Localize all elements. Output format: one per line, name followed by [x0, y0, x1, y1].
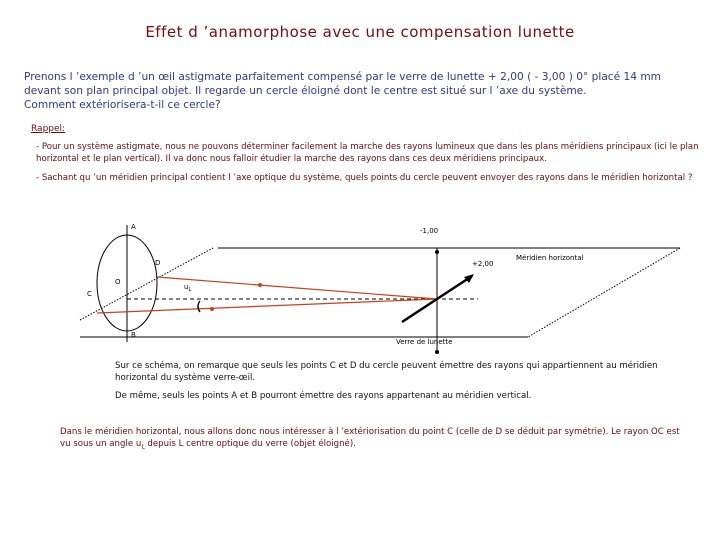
label-c: C: [87, 290, 92, 298]
ray-arrow: [210, 307, 214, 311]
label-o: O: [115, 278, 121, 286]
angle-arc: [198, 301, 200, 312]
rappel-heading: Rappel:: [31, 124, 66, 134]
intro-line: Comment extériorisera-t-il ce cercle?: [24, 99, 221, 111]
ray-from-d: [157, 277, 437, 299]
ray-arrow: [258, 283, 262, 287]
conclusion-part: Dans le méridien horizontal, nous allons donc nous intéresser à l ’extériorisation du point C (celle de D se déduit par symétrie). Le rayon OC est vu sous un angle u: [60, 427, 680, 449]
rappel-point: - Pour un système astigmate, nous ne pouvons déterminer facilement la marche des rayons lumineux que dans les plans méridiens principaux (ici le plan horizontal et le plan vertical). Il va donc nous falloir étudier la marche des rayons dans ces deux méridiens principaux.: [36, 142, 699, 164]
label-a: A: [131, 223, 136, 231]
power-horizontal-label: +2,00: [472, 260, 494, 268]
observation-text: De même, seuls les points A et B pourront émettre des rayons appartenant au méridien vertical.: [115, 391, 532, 401]
lens-end-dot: [435, 250, 439, 254]
observation-text: Sur ce schéma, on remarque que seuls les points C et D du cercle peuvent émettre des rayons qui appartiennent au méridien horizontal du système verre-œil.: [115, 361, 658, 383]
power-vertical-label: -1,00: [420, 227, 439, 235]
rappel-point: - Sachant qu ’un méridien principal contient l ’axe optique du système, quels points du cercle peuvent envoyer des rayons dans le méridien horizontal ?: [36, 173, 693, 183]
label-b: B: [131, 331, 136, 339]
conclusion-text: [60, 426, 690, 454]
intro-line: devant son plan principal objet. Il regarde un cercle éloigné dont le centre est situé sur l ’axe du système.: [24, 85, 587, 97]
angle-label: $u_L$: [184, 283, 192, 293]
ray-from-c: [97, 299, 437, 313]
lens-end-dot: [435, 350, 439, 354]
lens-label: Verre de lunette: [396, 338, 453, 346]
label-d: D: [155, 259, 161, 267]
plane-label: Méridien horizontal: [516, 254, 584, 262]
conclusion-subscript: L: [141, 443, 145, 451]
intro-line: Prenons l ’exemple d ’un œil astigmate parfaitement compensé par le verre de lunette + 2,00 ( - 3,00 ) 0° placé 14 mm: [24, 71, 662, 83]
slide-title: Effet d ’anamorphose avec une compensation lunette: [145, 23, 575, 41]
conclusion-part: depuis L centre optique du verre (objet éloigné).: [144, 439, 356, 449]
